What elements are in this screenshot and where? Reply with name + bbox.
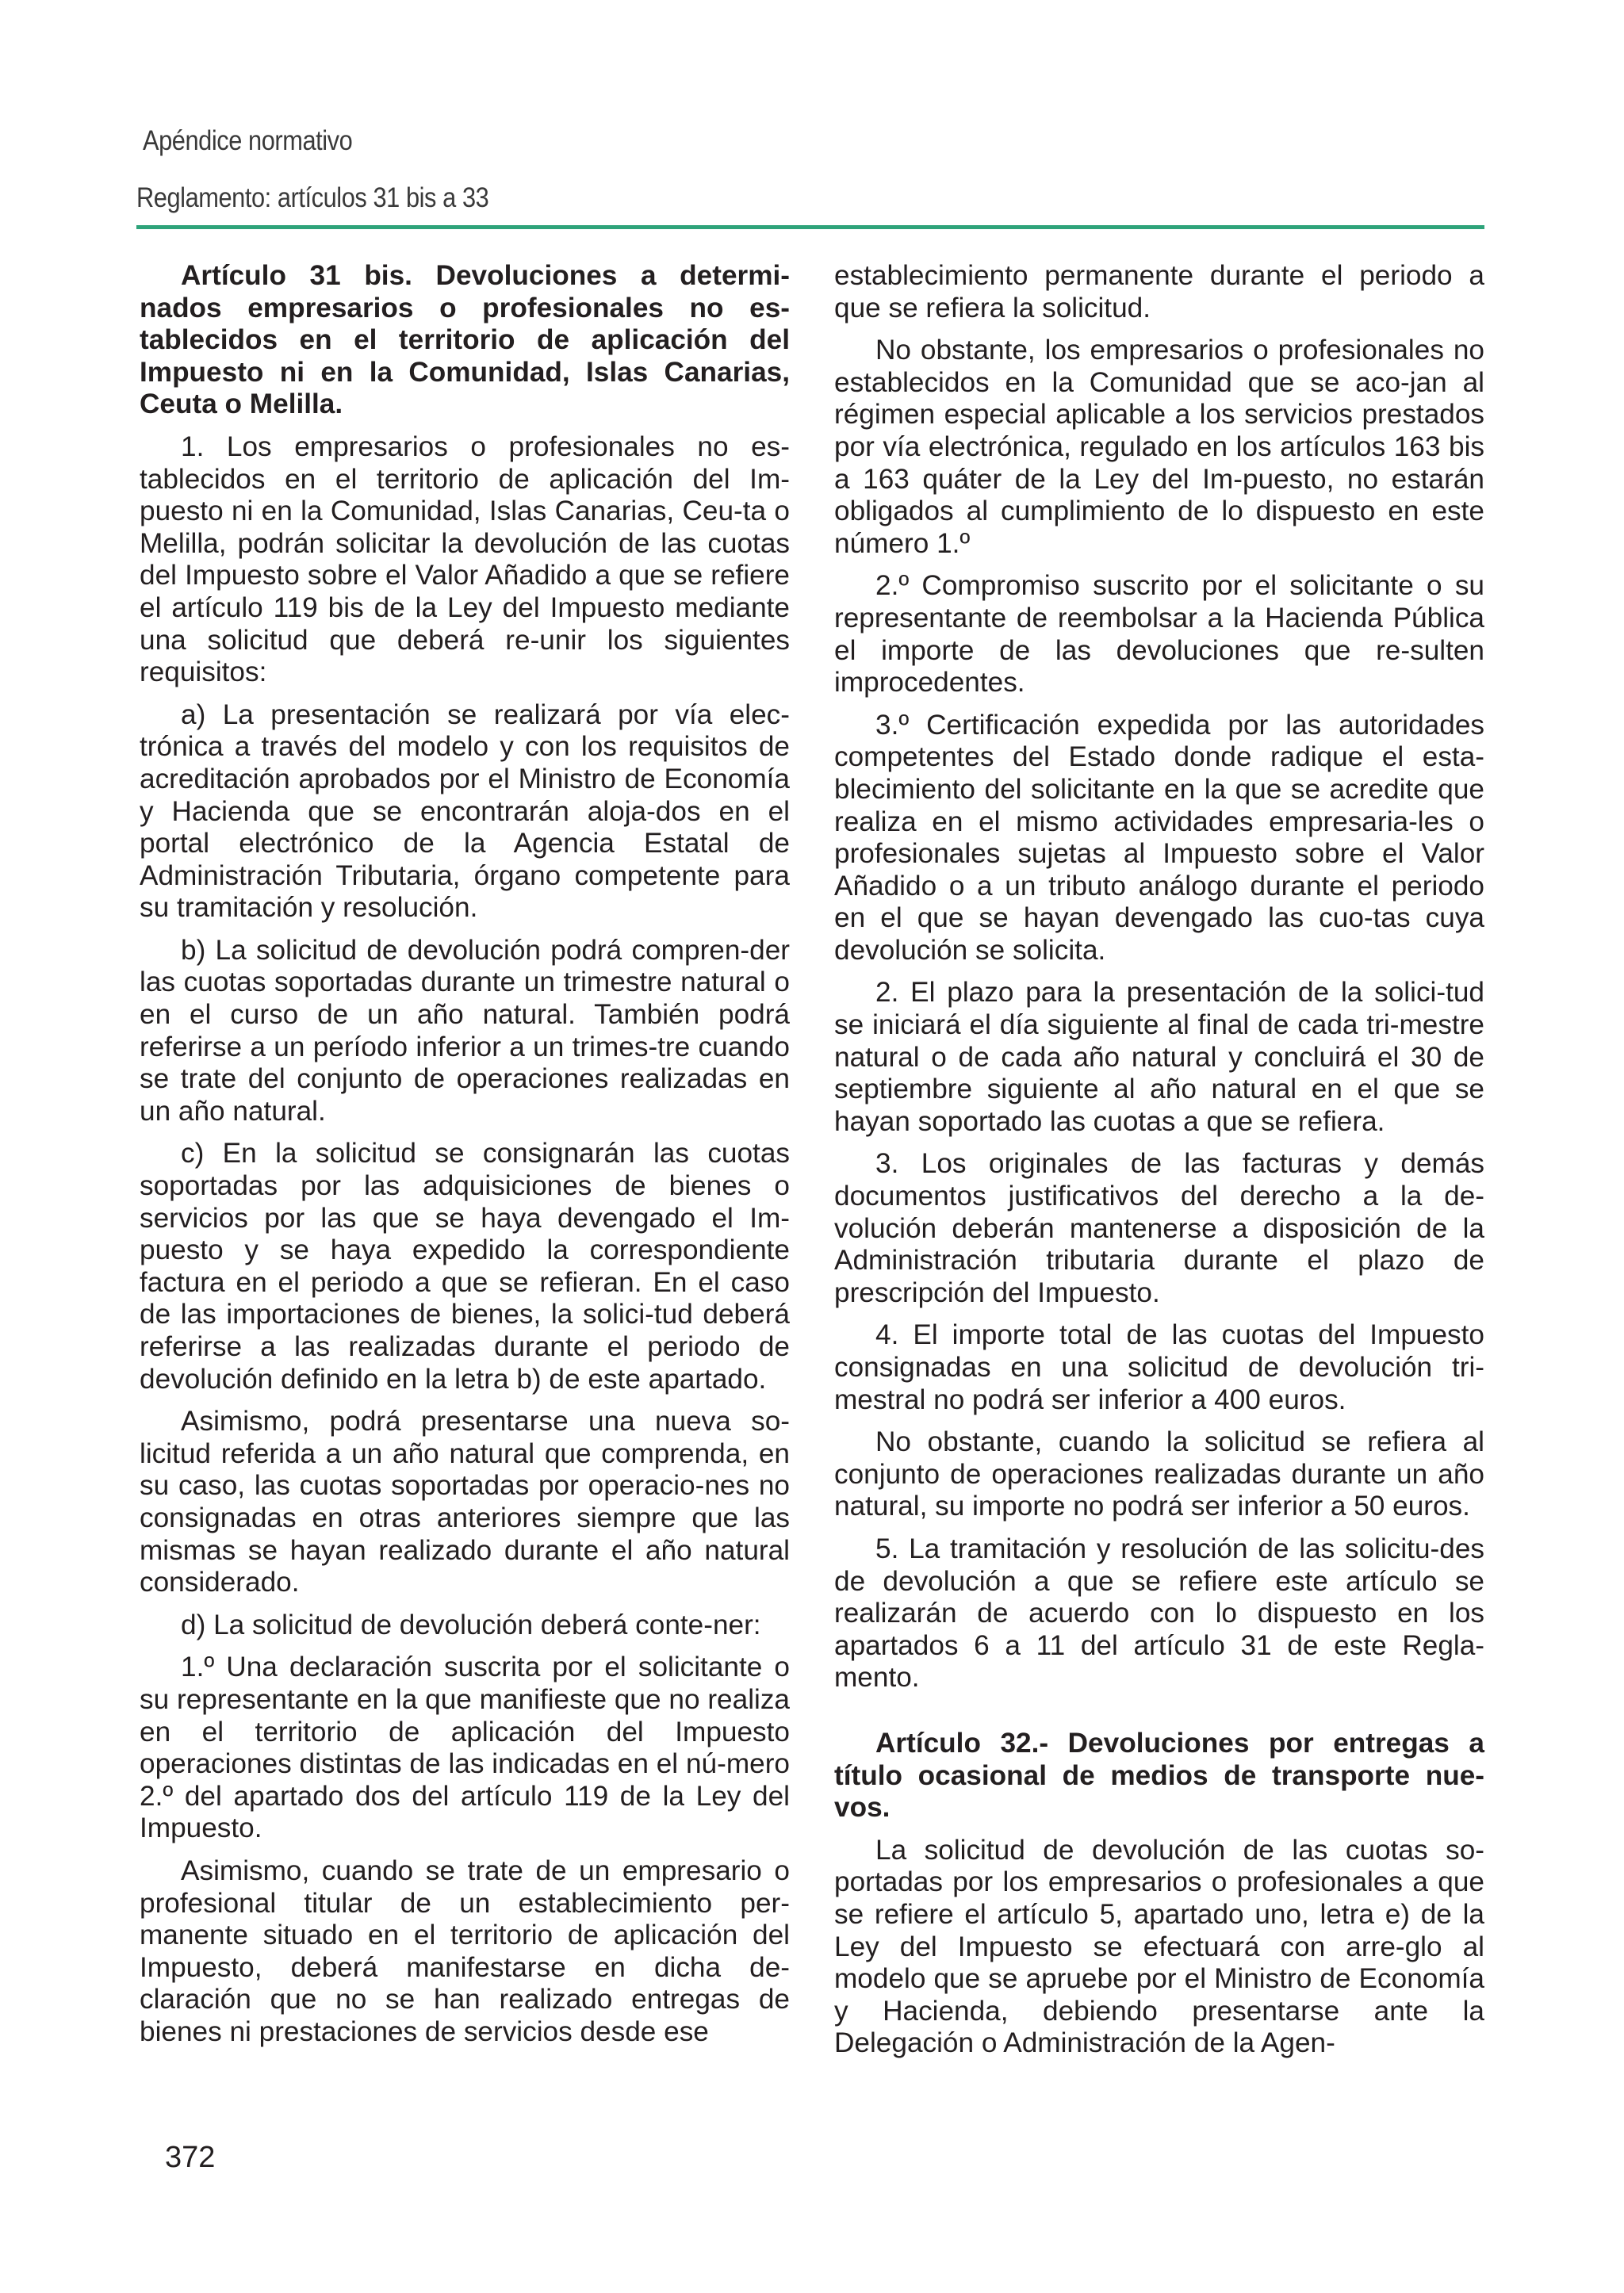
article-31-bis-heading: Artículo 31 bis. Devoluciones a determi-nados empresarios o profesionales no es-tablecidos en el territorio de aplicación del Impuesto ni en la Comunidad, Islas Canarias, Ceuta o Melilla. [140, 260, 790, 420]
paragraph: d) La solicitud de devolución deberá conte-ner: [181, 1609, 761, 1640]
paragraph: Asimismo, podrá presentarse una nueva so-licitud referida a un año natural que comprenda, en su caso, las cuotas soportadas por operacio-nes no consignadas en otras anteriores siempre que las mismas se hayan realizado durante el año natural considerado. [140, 1406, 790, 1598]
paragraph: a) La presentación se realizará por vía elec-trónica a través del modelo y con los requisitos de acreditación aprobados por el Ministro de Economía y Hacienda que se encontrarán aloja-dos en el portal electrónico de la Agencia Estatal de Administración Tributaria, órgano competente para su tramitación y resolución. [140, 699, 790, 924]
header-section-title: Apéndice normativo [143, 125, 353, 156]
paragraph: 5. La tramitación y resolución de las solicitu-des de devolución a que se refiere este artículo se realizarán de acuerdo con lo dispuesto en los apartados 6 a 11 del artículo 31 de este Regla-mento. [834, 1533, 1484, 1694]
paragraph: Asimismo, cuando se trate de un empresario o profesional titular de un establecimiento per-manente situado en el territorio de aplicación del Impuesto, deberá manifestarse en dicha de-claración que no se han realizado entregas de bienes ni prestaciones de servicios desde ese [140, 1855, 790, 2047]
paragraph: 1. Los empresarios o profesionales no es-tablecidos en el territorio de aplicación del Im-puesto ni en la Comunidad, Islas Canarias, Ceu-ta o Melilla, podrán solicitar la devolución de las cuotas del Impuesto sobre el Valor Añadido a que se refiere el artículo 119 bis de la Ley del Impuesto mediante una solicitud que deberá re-unir los siguientes requisitos: [140, 431, 790, 688]
paragraph: 4. El importe total de las cuotas del Impuesto consignadas en una solicitud de devolución tri-mestral no podrá ser inferior a 400 euros. [834, 1319, 1484, 1415]
paragraph: 2. El plazo para la presentación de la solici-tud se iniciará el día siguiente al final de cada tri-mestre natural o de cada año natural y concluirá el 30 de septiembre siguiente al año natural en el que se hayan soportado las cuotas a que se refiera. [834, 977, 1484, 1137]
header-divider [136, 225, 1484, 229]
paragraph-continuation: establecimiento permanente durante el periodo a que se refiera la solicitud. [834, 260, 1484, 323]
paragraph: 3. Los originales de las facturas y demás documentos justificativos del derecho a la de-volución deberán mantenerse a disposición de la Administración tributaria durante el plazo de prescripción del Impuesto. [834, 1148, 1484, 1308]
paragraph: 2.º Compromiso suscrito por el solicitante o su representante de reembolsar a la Hacienda Pública el importe de las devoluciones que re-sulten improcedentes. [834, 570, 1484, 699]
paragraph: c) En la solicitud se consignarán las cuotas soportadas por las adquisiciones de bienes o servicios por las que se haya devengado el Im-puesto y se haya expedido la correspondiente factura en el periodo a que se refieran. En el caso de las importaciones de bienes, la solici-tud deberá referirse a las realizadas durante el periodo de devolución definido en la letra b) de este apartado. [140, 1138, 790, 1395]
article-32-heading: Artículo 32.- Devoluciones por entregas a título ocasional de medios de transporte nue-vos. [834, 1727, 1484, 1824]
left-column [140, 260, 790, 2058]
paragraph: b) La solicitud de devolución podrá compren-der las cuotas soportadas durante un trimestre natural o en el curso de un año natural. También podrá referirse a un período inferior a un trimes-tre cuando se trate del conjunto de operaciones realizadas en un año natural. [140, 934, 790, 1127]
right-column [834, 260, 1484, 2070]
paragraph: No obstante, cuando la solicitud se refiera al conjunto de operaciones realizadas durante un año natural, su importe no podrá ser inferior a 50 euros. [834, 1426, 1484, 1522]
page-number: 372 [165, 2141, 216, 2174]
header-subsection-title: Reglamento: artículos 31 bis a 33 [136, 182, 489, 213]
paragraph: 3.º Certificación expedida por las autoridades competentes del Estado donde radique el esta-blecimiento del solicitante en la que se acredite que realiza en el mismo actividades empresaria-les o profesionales sujetas al Impuesto sobre el Valor Añadido o a un tributo análogo durante el periodo en el que se hayan devengado las cuo-tas cuya devolución se solicita. [834, 709, 1484, 966]
paragraph: La solicitud de devolución de las cuotas so-portadas por los empresarios o profesionales a que se refiere el artículo 5, apartado uno, letra e) de la Ley del Impuesto se efectuará con arre-glo al modelo que se apruebe por el Ministro de Economía y Hacienda, debiendo presentarse ante la Delegación o Administración de la Agen- [834, 1834, 1484, 2059]
paragraph: No obstante, los empresarios o profesionales no establecidos en la Comunidad que se aco-jan al régimen especial aplicable a los servicios prestados por vía electrónica, regulado en los artículos 163 bis a 163 quáter de la Ley del Im-puesto, no estarán obligados al cumplimiento de lo dispuesto en este número 1.º [834, 335, 1484, 559]
paragraph: 1.º Una declaración suscrita por el solicitante o su representante en la que manifieste que no realiza en el territorio de aplicación del Impuesto operaciones distintas de las indicadas en el nú-mero 2.º del apartado dos del artículo 119 de la Ley del Impuesto. [140, 1652, 790, 1844]
